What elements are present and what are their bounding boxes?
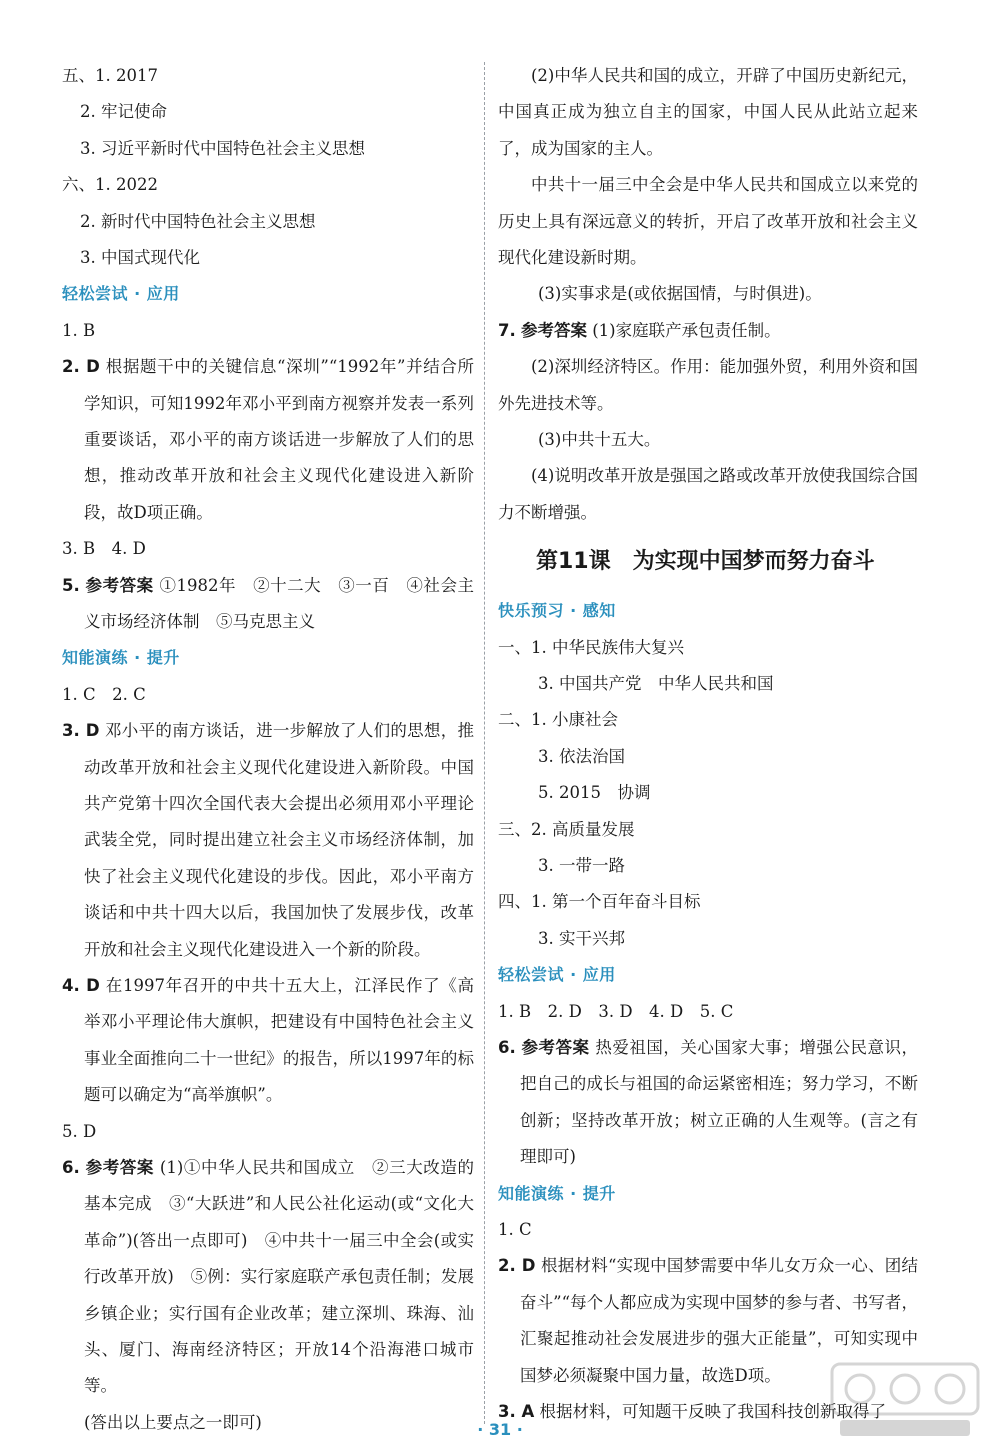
page-number: · 31 · [477,1420,523,1439]
reference-answer-label: 参考答案 [85,575,154,595]
answer-line: 3. 依法治国 [538,746,625,766]
answer-line: 1. C 2. C [62,684,146,704]
item-number: 2. D [62,357,100,377]
answer-item [498,313,918,349]
answer-line: 3. 一带一路 [538,855,625,875]
answer-line: 5. 2015 协调 [538,783,651,803]
section-heading: 知能演练 · 提升 [498,1183,616,1203]
answer-line: 2. 牢记使命 [80,102,167,122]
answer-line: 3. 中国共产党 中华人民共和国 [538,674,774,694]
item-number: 4. D [62,975,100,995]
answer-line: 3. B 4. D [62,539,146,559]
item-number: 2. D [498,1256,536,1276]
answer-line: 3. 习近平新时代中国特色社会主义思想 [80,138,365,158]
answer-line: 一、1. 中华民族伟大复兴 [498,637,684,657]
item-text: 根据题干中的关键信息“深圳”“1992年”并结合所学知识，可知1992年邓小平到南方视察并发表一系列重要谈话，邓小平的南方谈话进一步解放了人们的思想，推动改革开放和社会主义现代化建设进入新阶段，故D项正确。 [84,357,474,522]
item-text: 根据材料“实现中国梦需要中华儿女万众一心、团结奋斗”“每个人都应成为实现中国梦的参与者、书写者，汇聚起推动社会发展进步的强大正能量”，可知实现中国梦必须凝聚中国力量，故选D项。 [520,1256,918,1385]
answer-paragraph: (2)中华人民共和国的成立，开辟了中国历史新纪元，中国真正成为独立自主的国家，中国人民从此站立起来了，成为国家的主人。 [498,66,918,158]
item-text: 邓小平的南方谈话，进一步解放了人们的思想，推动改革开放和社会主义现代化建设进入新阶段。中国共产党第十四次全国代表大会提出必须用邓小平理论武装全党，同时提出建立社会主义市场经济体制，加快了社会主义现代化建设的步伐。因此，邓小平南方谈话和中共十四大以后，我国加快了发展步伐，改革开放和社会主义现代化建设进入一个新的阶段。 [84,721,474,959]
item-number: 5. [62,575,80,595]
watermark-logo [830,1362,980,1442]
item-number: 6. [62,1158,80,1177]
answer-item [62,568,474,641]
reference-answer-label: 参考答案 [521,320,587,340]
item-number: 3. A [498,1401,535,1421]
answer-line: 二、1. 小康社会 [498,710,618,730]
answer-line: 2. 新时代中国特色社会主义思想 [80,211,316,231]
item-text: 在1997年召开的中共十五大上，江泽民作了《高举邓小平理论伟大旗帜，把建设有中国特色社会主义事业全面推向二十一世纪》的报告，所以1997年的标题可以确定为“高举旗帜”。 [84,975,474,1105]
answer-item [62,1150,474,1405]
answer-item [498,1030,918,1176]
section-heading: 轻松尝试 · 应用 [62,284,180,304]
answer-note: (答出以上要点之一即可) [84,1412,262,1432]
answer-line: (3)实事求是(或依据国情，与时俱进)。 [538,284,822,304]
item-text: (1)①中华人民共和国成立 ②三大改造的基本完成 ③“大跃进”和人民公社化运动(或“文化大革命”)(答出一点即可) ④中共十一届三中全会(或实行改革开放) ⑤例：实行家庭联产承包责任制；发展乡镇企业；实行国有企业改革；建立深圳、珠海、汕头、厦门、海南经济特区；开放14个沿海港口城市等。 [84,1158,474,1396]
answer-line: (3)中共十五大。 [538,430,661,450]
answer-line: 三、2. 高质量发展 [498,819,635,839]
answer-line: 1. B 2. D 3. D 4. D 5. C [498,1001,734,1021]
left-column [62,58,474,1441]
answer-line: 四、1. 第一个百年奋斗目标 [498,892,701,912]
item-text: 根据材料，可知题干反映了我国科技创新取得了 [539,1401,887,1421]
answer-line: 六、1. 2022 [62,175,158,195]
answer-item [62,349,474,531]
answer-line: 3. 中国式现代化 [80,247,200,267]
column-divider [484,62,485,1424]
item-number: 3. D [62,721,100,741]
reference-answer-label: 参考答案 [521,1037,590,1057]
answer-item [62,968,474,1114]
item-number: 7. [498,320,516,340]
item-text: 热爱祖国，关心国家大事；增强公民意识，把自己的成长与祖国的命运紧密相连；努力学习，不断创新；坚持改革开放；树立正确的人生观等。(言之有理即可) [520,1037,918,1167]
answer-line: 1. B [62,320,96,340]
answer-line: 五、1. 2017 [62,66,158,85]
item-text: (1)家庭联产承包责任制。 [592,320,781,340]
item-number: 6. [498,1037,516,1057]
answer-item [62,713,474,968]
lesson-title: 第11课 为实现中国梦而努力奋斗 [536,549,875,575]
section-heading: 轻松尝试 · 应用 [498,965,616,985]
answer-paragraph: (2)深圳经济特区。作用：能加强外贸，利用外资和国外先进技术等。 [498,357,918,413]
right-column [498,58,918,1430]
answer-paragraph: 中共十一届三中全会是中华人民共和国成立以来党的历史上具有深远意义的转折，开启了改革开放和社会主义现代化建设新时期。 [498,175,918,268]
answer-line: 3. 实干兴邦 [538,928,625,948]
item-text: ①1982年 ②十二大 ③一百 ④社会主义市场经济体制 ⑤马克思主义 [84,575,474,631]
answer-paragraph: (4)说明改革开放是强国之路或改革开放使我国综合国力不断增强。 [498,466,918,522]
section-heading: 知能演练 · 提升 [62,648,180,668]
section-heading: 快乐预习 · 感知 [498,601,616,621]
answer-line: 5. D [62,1121,97,1141]
reference-answer-label: 参考答案 [85,1158,155,1177]
answer-line: 1. C [498,1219,532,1239]
